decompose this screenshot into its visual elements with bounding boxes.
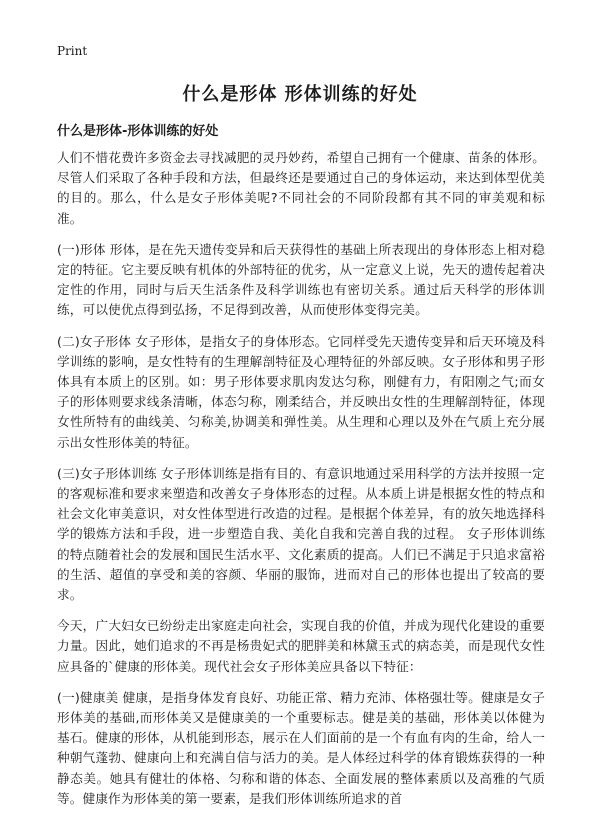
paragraph-today: 今天，广大妇女已纷纷走出家庭走向社会，实现自我的价值，并成为现代化建设的重要力量。因此，她们追求的不再是杨贵妃式的肥胖美和林黛玉式的病态美，而是现代女性应具备的`健康的形体美。现代社会女子形体美应具备以下特征：: [57, 618, 545, 674]
paragraph-female-training: (三)女子形体训练 女子形体训练是指有目的、有意识地通过采用科学的方法并按照一定的客观标准和要求来塑造和改善女子身体形态的过程。从本质上讲是根据女性的特点和社会文化审美意识，对女性体型进行改造的过程。是根据个体差异，有的放矢地选择科学的锻炼方法和手段，进一步塑造自我、美化自我和完善自我的过程。 女子形体训练的特点随着社会的发展和国民生活水平、文化素质的提高。人们已不满足于只追求富裕的生活、超值的享受和美的容颜、华丽的服饰，进而对自己的形体也提出了较高的要求。: [57, 465, 545, 603]
paragraph-health-beauty: (一)健康美 健康，是指身体发育良好、功能正常、精力充沛、体格强壮等。健康是女子形体美的基础,而形体美又是健康美的一个重要标志。健是美的基础，形体美以体健为基石。健康的形体，从机能到形态，展示在人们面前的是一个有血有肉的生命，给人一种朝气蓬勃、健康向上和充满自信与活力的美。是人体经过科学的体育锻炼获得的一种静态美。她具有健壮的体格、匀称和谐的体态、全面发展的整体素质以及高雅的气质等。健康作为形体美的第一要素，是我们形体训练所追求的首: [57, 689, 545, 806]
paragraph-intro: 人们不惜花费许多资金去寻找减肥的灵丹妙药，希望自己拥有一个健康、苗条的体形。尽管人们采取了各种手段和方法，但最终还是要通过自己的身体运动，来达到体型优美的目的。那么，什么是女子形体美呢?不同社会的不同阶段都有其不同的审美观和标准。: [57, 150, 545, 226]
article-body: [57, 148, 545, 820]
print-link[interactable]: Print: [57, 44, 88, 58]
paragraph-body-shape: (一)形体 形体，是在先天遗传变异和后天获得性的基础上所表现出的身体形态上相对稳定的特征。它主要反映有机体的外部特征的优劣，从一定意义上说，先天的遗传起着决定性的作用，同时与后天生活条件及科学训练也有密切关系。通过后天科学的形体训练，可以使优点得到弘扬，不足得到改善，从而使形体变得完美。: [57, 241, 545, 318]
paragraph-female-shape: (二)女子形体 女子形体，是指女子的身体形态。它同样受先天遗传变异和后天环境及科学训练的影响，是女性特有的生理解剖特征及心理特征的外部反映。女子形体和男子形体具有本质上的区别。如：男子形体要求肌肉发达匀称，刚健有力，有阳刚之气;而女子的形体则要求线条清晰，体态匀称，刚柔结合，并反映出女性的生理解剖特征，体现女性所特有的曲线美、匀称美,协调美和弹性美。从生理和心理以及外在气质上充分展示出女性形体美的特征。: [57, 333, 545, 450]
page-title: 什么是形体 形体训练的好处: [182, 84, 418, 105]
page-subtitle: 什么是形体-形体训练的好处: [57, 124, 219, 139]
